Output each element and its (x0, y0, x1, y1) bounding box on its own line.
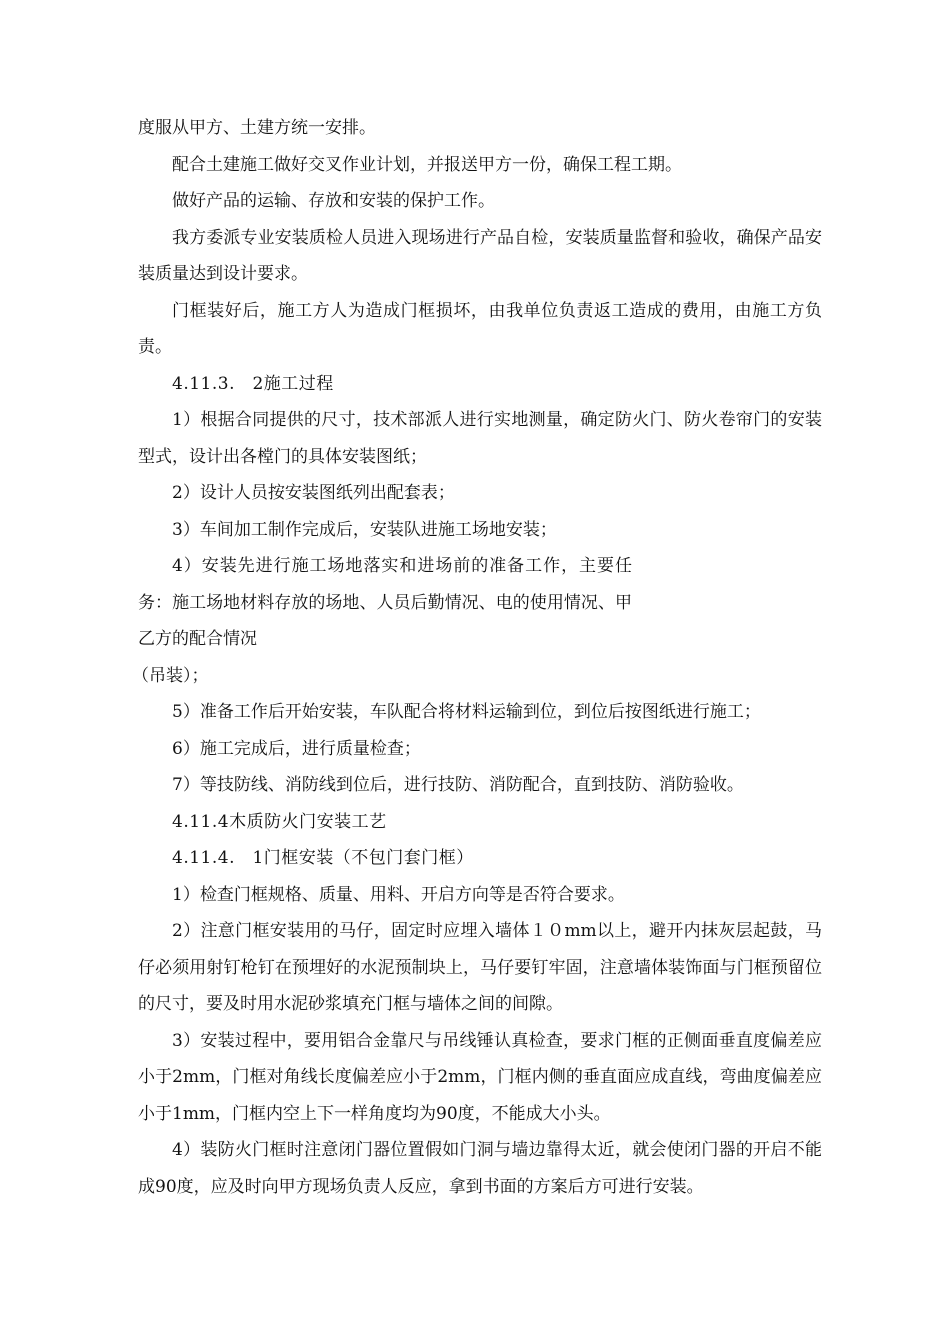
section-heading-frame-installation: 4.11.4. 1门框安装（不包门套门框） (172, 848, 474, 868)
list-item-step-1: 1）根据合同提供的尺寸，技术部派人进行实地测量，确定防火门、防火卷帘门的安装型式，设计出各樘门的具体安装图纸； (138, 410, 822, 467)
section-heading-construction-process: 4.11.3. 2施工过程 (172, 373, 334, 394)
list-item-step-4: 4）安装先进行施工场地落实和进场前的准备工作，主要任务：施工场地材料存放的场地、人员后勤情况、电的使用情况、甲乙方的配合情况 (138, 556, 632, 649)
paragraph-product-protection: 做好产品的运输、存放和安装的保护工作。 (172, 191, 495, 211)
list-item-step-3: 3）车间加工制作完成后，安装队进施工场地安装； (172, 519, 557, 540)
list-item-frame-anchor: 2）注意门框安装用的马仔，固定时应埋入墙体１０mm以上，避开内抹灰层起鼓，马仔必须用射钉枪钉在预埋好的水泥预制块上，马仔要钉牢固，注意墙体装饰面与门框预留位的尺寸，要及时用水泥砂浆填充门框与墙体之间的间隙。 (138, 921, 822, 1014)
list-item-step-6: 6）施工完成后，进行质量检查； (172, 738, 421, 759)
paragraph-quality-inspection: 我方委派专业安装质检人员进入现场进行产品自检，安装质量监督和验收，确保产品安装质量达到设计要求。 (138, 227, 822, 284)
paragraph-frame-damage: 门框装好后，施工方人为造成门框损坏，由我单位负责返工造成的费用，由施工方负责。 (138, 300, 822, 357)
list-item-frame-alignment: 3）安装过程中，要用铝合金靠尺与吊线锤认真检查，要求门框的正侧面垂直度偏差应小于2mm，门框对角线长度偏差应小于2mm，门框内侧的垂直面应成直线，弯曲度偏差应小于1mm，门框内空上下一样角度均为90度，不能成大小头。 (138, 1030, 822, 1124)
paragraph-cross-work-plan: 配合土建施工做好交叉作业计划，并报送甲方一份，确保工程工期。 (172, 154, 682, 175)
section-heading-wooden-fire-door: 4.11.4木质防火门安装工艺 (172, 811, 387, 832)
list-item-door-closer: 4）装防火门框时注意闭门器位置假如门洞与墙边靠得太近，就会使闭门器的开启不能成90度，应及时向甲方现场负责人反应，拿到书面的方案后方可进行安装。 (138, 1140, 822, 1197)
list-item-step-4-continuation: （吊装）； (132, 665, 209, 686)
list-item-step-5: 5）准备工作后开始安装，车队配合将材料运输到位，到位后按图纸进行施工； (172, 702, 761, 722)
list-item-step-2: 2）设计人员按安装图纸列出配套表； (172, 483, 455, 503)
list-item-frame-check: 1）检查门框规格、质量、用料、开启方向等是否符合要求。 (172, 884, 625, 905)
document-body (132, 110, 822, 1205)
paragraph-continuation: 度服从甲方、土建方统一安排。 (138, 118, 376, 138)
list-item-step-7: 7）等技防线、消防线到位后，进行技防、消防配合，直到技防、消防验收。 (172, 775, 744, 795)
